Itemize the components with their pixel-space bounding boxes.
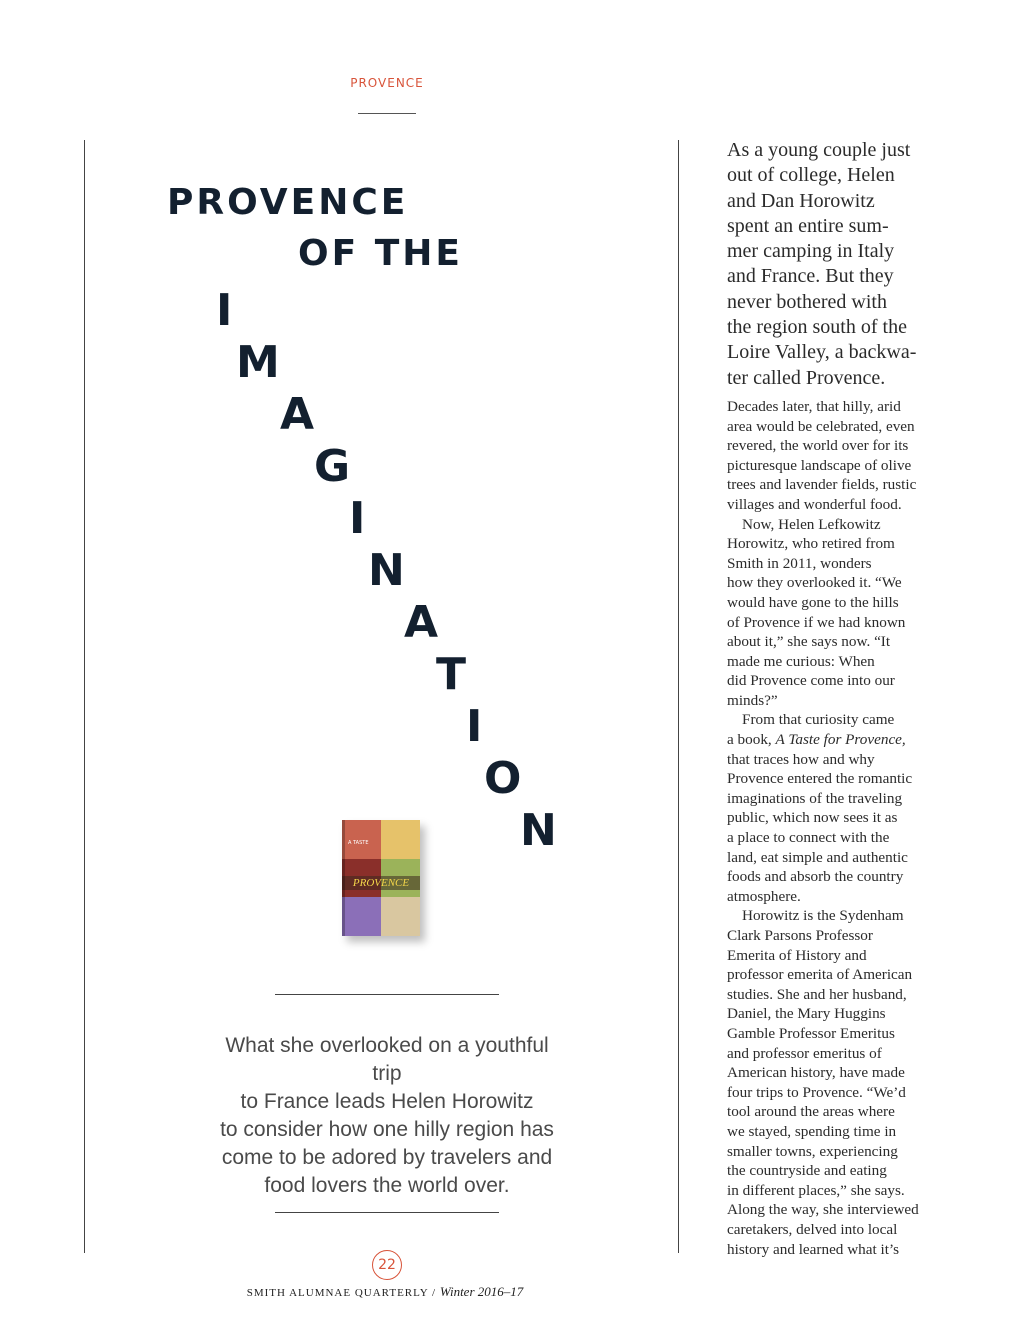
summary-line: What she overlooked on a youthful trip xyxy=(225,1034,549,1085)
body-line: a place to connect with the xyxy=(727,829,890,847)
lead-line: and France. But they xyxy=(727,265,894,288)
body-text: a book, xyxy=(727,731,776,749)
body-line: Along the way, she interviewed xyxy=(727,1201,919,1219)
title-letter: A xyxy=(280,389,315,440)
summary-line: food lovers the world over. xyxy=(264,1174,510,1197)
summary-line: come to be adored by travelers and xyxy=(221,1146,553,1169)
title-letter: A xyxy=(404,597,439,648)
book-cover-image xyxy=(342,820,420,936)
body-line: and professor emeritus of xyxy=(727,1044,882,1062)
body-line: Provence entered the romantic xyxy=(727,770,913,788)
body-line: we stayed, spending time in xyxy=(727,1122,897,1140)
body-line: villages and wonderful food. xyxy=(727,495,902,513)
body-line: From that curiosity came xyxy=(742,711,895,729)
lead-line: out of college, Helen xyxy=(727,164,895,187)
body-line: the countryside and eating xyxy=(727,1162,887,1180)
title-letter: O xyxy=(484,753,522,804)
body-line: Smith in 2011, wonders xyxy=(727,554,872,572)
section-rule xyxy=(358,113,416,114)
body-line: how they overlooked it. “We xyxy=(727,574,902,592)
body-line: imaginations of the traveling xyxy=(727,789,903,807)
book-cover-title: PROVENCE xyxy=(352,877,410,889)
summary-line: to France leads Helen Horowitz xyxy=(240,1090,534,1113)
title-line-2: OF THE xyxy=(298,233,464,274)
title-letter: N xyxy=(368,545,405,596)
book-title: A Taste for Provence, xyxy=(775,731,906,749)
page-number: 22 xyxy=(372,1250,402,1280)
article-column xyxy=(727,138,949,1259)
body-line: American history, have made xyxy=(727,1064,905,1082)
title-letter: G xyxy=(314,441,351,492)
publication-name: SMITH ALUMNAE QUARTERLY / xyxy=(246,1287,437,1299)
summary-line: to consider how one hilly region has xyxy=(220,1118,554,1141)
body-line: history and learned what it’s xyxy=(727,1240,900,1258)
title-letter: N xyxy=(520,805,557,856)
body-line: Emerita of History and xyxy=(727,946,867,964)
lead-line: and Dan Horowitz xyxy=(727,189,875,212)
title-line-1: PROVENCE xyxy=(167,182,409,223)
body-line: picturesque landscape of olive xyxy=(727,456,912,474)
lead-line: the region south of the xyxy=(727,316,907,339)
summary-deck xyxy=(212,1032,562,1200)
body-line: smaller towns, experiencing xyxy=(727,1142,898,1160)
title-letter: M xyxy=(236,337,280,388)
body-line: area would be celebrated, even xyxy=(727,417,915,435)
body-line: atmosphere. xyxy=(727,887,801,905)
lead-line: ter called Provence. xyxy=(727,366,886,389)
body-line: land, eat simple and authentic xyxy=(727,848,908,866)
body-line: Clark Parsons Professor xyxy=(727,927,873,944)
body-line: professor emerita of American xyxy=(727,966,913,984)
issue-date: Winter 2016–17 xyxy=(439,1284,524,1299)
body-line: four trips to Provence. “We’d xyxy=(727,1083,906,1101)
body-line: of Provence if we had known xyxy=(727,613,906,631)
section-tag: PROVENCE xyxy=(350,76,424,90)
body-line: Horowitz, who retired from xyxy=(727,535,895,553)
summary-rule-bottom xyxy=(275,1212,499,1213)
body-line: studies. She and her husband, xyxy=(727,985,907,1003)
body-line: made me curious: When xyxy=(727,652,875,670)
body-line: Now, Helen Lefkowitz xyxy=(742,515,881,533)
body-line: public, which now sees it as xyxy=(727,809,898,827)
book-cover-subtitle: A TASTE xyxy=(348,840,369,846)
footer-publication xyxy=(150,1284,620,1300)
body-line: tool around the areas where xyxy=(727,1103,895,1121)
article-lead xyxy=(727,138,949,391)
lead-line: As a young couple just xyxy=(727,139,911,161)
body-line: caretakers, delved into local xyxy=(727,1220,898,1238)
body-line: trees and lavender fields, rustic xyxy=(727,476,917,494)
body-line: minds?” xyxy=(727,691,778,709)
body-line: Gamble Professor Emeritus xyxy=(727,1024,895,1042)
body-line: Daniel, the Mary Huggins xyxy=(727,1005,886,1023)
title-letter: I xyxy=(349,493,366,544)
lead-line: mer camping in Italy xyxy=(727,240,895,263)
column-rule xyxy=(678,140,679,1253)
title-letter: I xyxy=(466,701,483,752)
body-line: revered, the world over for its xyxy=(727,437,909,455)
title-letter: T xyxy=(436,649,467,700)
lead-line: Loire Valley, a backwa- xyxy=(727,341,917,364)
article-body xyxy=(727,397,949,1259)
body-line: Horowitz is the Sydenham xyxy=(742,907,904,925)
body-line: in different places,” she says. xyxy=(727,1181,905,1199)
body-line: did Provence come into our xyxy=(727,672,895,690)
lead-line: never bothered with xyxy=(727,290,887,313)
body-line: about it,” she says now. “It xyxy=(727,633,891,651)
title-letter: I xyxy=(216,285,233,336)
lead-line: spent an entire sum- xyxy=(727,214,889,237)
body-line: Decades later, that hilly, arid xyxy=(727,397,901,415)
body-line: foods and absorb the country xyxy=(727,868,904,886)
body-line: that traces how and why xyxy=(727,750,875,768)
left-rule xyxy=(84,140,85,1253)
body-line: would have gone to the hills xyxy=(727,593,899,611)
body-line xyxy=(727,730,949,750)
summary-rule-top xyxy=(275,994,499,995)
